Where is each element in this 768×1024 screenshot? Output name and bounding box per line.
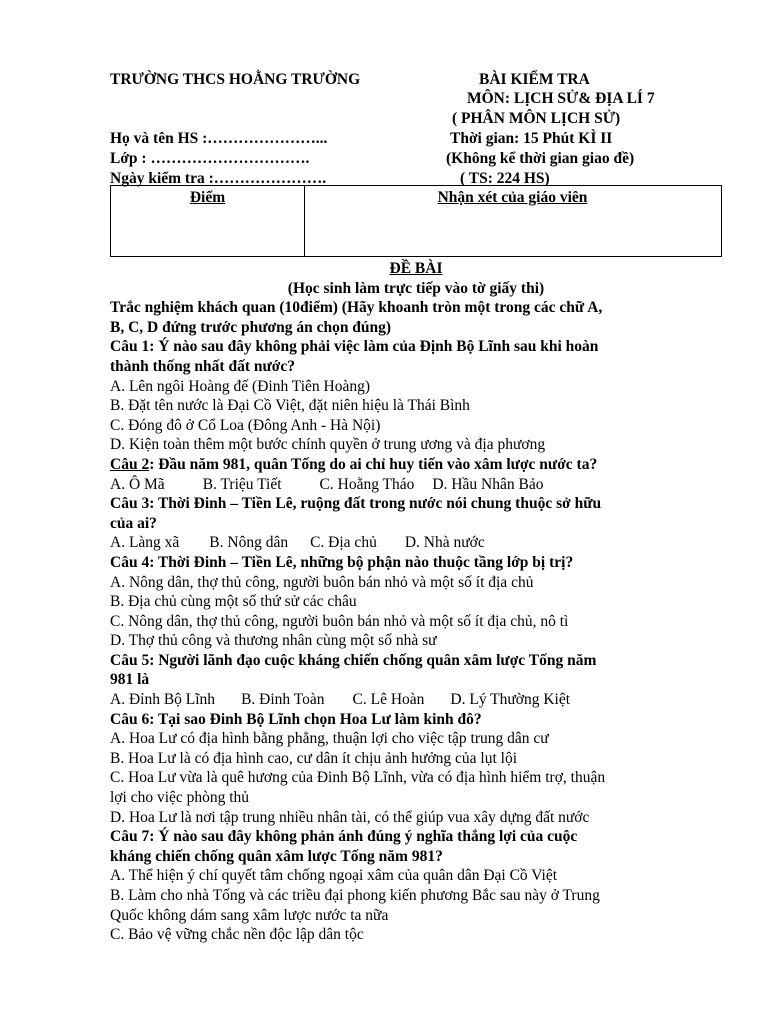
exam-header xyxy=(110,70,722,188)
answer-option[interactable]: C. Hoằng Tháo xyxy=(319,475,415,493)
student-count: ( TS: 224 HS) xyxy=(460,170,550,187)
question-text: Câu 5: Người lãnh đạo cuộc kháng chiến chống quân xâm lược Tống năm xyxy=(110,651,597,669)
answer-option[interactable]: D. Lý Thường Kiệt xyxy=(450,691,571,709)
answer-option[interactable]: B. Làm cho nhà Tống và các triều đại phong kiến phương Bắc sau này ở Trung xyxy=(110,887,600,904)
answer-option[interactable]: D. Hoa Lư là nơi tập trung nhiều nhân tài, có thể giúp vua xây dựng đất nước xyxy=(110,808,590,826)
answer-option[interactable]: D. Hầu Nhân Bảo xyxy=(432,475,544,493)
section-title-cont: B, C, D đứng trước phương án chọn đúng) xyxy=(110,318,392,336)
question-text: thành thống nhất đất nước? xyxy=(110,357,295,375)
answer-option[interactable]: B. Hoa Lư là có địa hình cao, cư dân ít chịu ảnh hưởng của lụt lội xyxy=(110,749,518,767)
answer-option[interactable]: C. Bảo vệ vững chắc nền độc lập dân tộc xyxy=(110,926,364,944)
answer-option[interactable]: C. Hoa Lư vừa là quê hương của Đinh Bộ Lĩnh, vừa có địa hình hiểm trợ, thuận xyxy=(110,769,606,787)
school-name: TRƯỜNG THCS HOẰNG TRƯỜNG xyxy=(110,71,361,88)
answer-option[interactable]: B. Đinh Toàn xyxy=(241,691,325,709)
exam-heading: ĐỀ BÀI xyxy=(389,260,443,277)
answer-option[interactable]: D. Kiện toàn thêm một bước chính quyền ở trung ương và địa phương xyxy=(110,436,546,454)
answer-option[interactable]: D. Nhà nước xyxy=(404,534,485,552)
question-7 xyxy=(110,827,722,945)
answer-option[interactable]: A. Nông dân, thợ thủ công, người buôn bán nhỏ và một số ít địa chủ xyxy=(110,573,534,591)
answer-option[interactable]: C. Địa chủ xyxy=(310,534,377,552)
question-text: Câu 3: Thời Đinh – Tiền Lê, ruộng đất trong nước nói chung thuộc sở hữu xyxy=(110,495,602,513)
answer-option-cont[interactable]: Quốc không dám sang xâm lược nước ta nữa xyxy=(110,906,389,924)
answer-option-cont[interactable]: lợi cho việc phòng thủ xyxy=(110,789,250,807)
answer-option[interactable]: C. Nông dân, thợ thủ công, người buôn bán nhỏ và một số ít địa chủ, nô tì xyxy=(110,612,569,630)
answer-option[interactable]: B. Đặt tên nước là Đại Cồ Việt, đặt niên hiệu là Thái Bình xyxy=(110,397,470,415)
answer-option[interactable]: A. Thể hiện ý chí quyết tâm chống ngoại xâm của quân dân Đại Cồ Việt xyxy=(110,867,558,885)
question-2 xyxy=(110,455,722,494)
answer-option[interactable]: D. Thợ thủ công và thương nhân cùng một số nhà sư xyxy=(110,632,437,650)
answer-option[interactable]: A. Hoa Lư có địa hình bằng phẳng, thuận lợi cho việc tập trung dân cư xyxy=(110,730,549,748)
question-4 xyxy=(110,553,722,651)
inline-options xyxy=(110,690,722,710)
exam-page xyxy=(110,70,722,945)
exam-title: BÀI KIỂM TRA xyxy=(479,71,590,88)
question-3 xyxy=(110,494,722,553)
subject-line: MÔN: LỊCH SỬ& ĐỊA LÍ 7 xyxy=(467,90,655,107)
question-text: Câu 1: Ý nào sau đây không phải việc làm của Định Bộ Lĩnh sau khi hoàn xyxy=(110,338,599,356)
inline-options xyxy=(110,533,722,553)
answer-option[interactable]: B. Nông dân xyxy=(209,534,289,552)
answer-option[interactable]: A. Đỉnh Bộ Lĩnh xyxy=(110,691,216,709)
grade-table xyxy=(110,185,722,257)
question-text: Câu 6: Tại sao Đinh Bộ Lĩnh chọn Hoa Lư làm kinh đô? xyxy=(110,710,482,728)
answer-option[interactable]: A. Lên ngôi Hoàng đế (Đinh Tiên Hoàng) xyxy=(110,377,371,395)
question-text: Câu 4: Thời Đinh – Tiền Lê, những bộ phận nào thuộc tầng lớp bị trị? xyxy=(110,553,574,571)
answer-option[interactable]: C. Đóng đô ở Cổ Loa (Đông Anh - Hà Nội) xyxy=(110,416,381,434)
time-line: Thời gian: 15 Phút KÌ II xyxy=(450,130,613,147)
answer-option[interactable]: A. Ô Mã xyxy=(110,475,165,493)
exam-instruction: (Học sinh làm trực tiếp vào tờ giấy thi) xyxy=(287,279,545,297)
question-text: 981 là xyxy=(110,671,150,689)
question-text: kháng chiến chống quân xâm lược Tống năm 981? xyxy=(110,847,443,865)
class-field: Lớp : …………………………. xyxy=(110,150,310,167)
score-header: Điểm xyxy=(189,189,226,206)
answer-option[interactable]: B. Triệu Tiết xyxy=(202,475,282,493)
section-title: Trắc nghiệm khách quan (10điểm) (Hãy khoanh tròn một trong các chữ A, xyxy=(110,299,603,317)
answer-option[interactable]: A. Làng xã xyxy=(110,534,180,552)
student-name-field: Họ và tên HS :…………………... xyxy=(110,130,328,147)
inline-options xyxy=(110,475,722,495)
question-text: Câu 7: Ý nào sau đây không phản ánh đúng ý nghĩa thắng lợi của cuộc xyxy=(110,828,578,846)
part-line: ( PHÂN MÔN LỊCH SỬ) xyxy=(452,110,621,127)
question-number: Câu 2 xyxy=(110,455,150,473)
comment-header: Nhận xét của giáo viên xyxy=(437,189,588,206)
question-text xyxy=(110,455,722,475)
question-text: của ai? xyxy=(110,514,157,532)
question-body: : Đầu năm 981, quân Tống do ai chỉ huy tiến vào xâm lược nước ta? xyxy=(149,455,598,473)
question-1 xyxy=(110,337,722,455)
date-field: Ngày kiểm tra :…………………. xyxy=(110,170,327,187)
answer-option[interactable]: B. Địa chủ cùng một số thứ sử các châu xyxy=(110,593,357,611)
question-6 xyxy=(110,710,722,828)
answer-option[interactable]: C. Lê Hoàn xyxy=(352,691,425,709)
question-5 xyxy=(110,651,722,710)
time-note: (Không kể thời gian giao đề) xyxy=(446,150,635,167)
